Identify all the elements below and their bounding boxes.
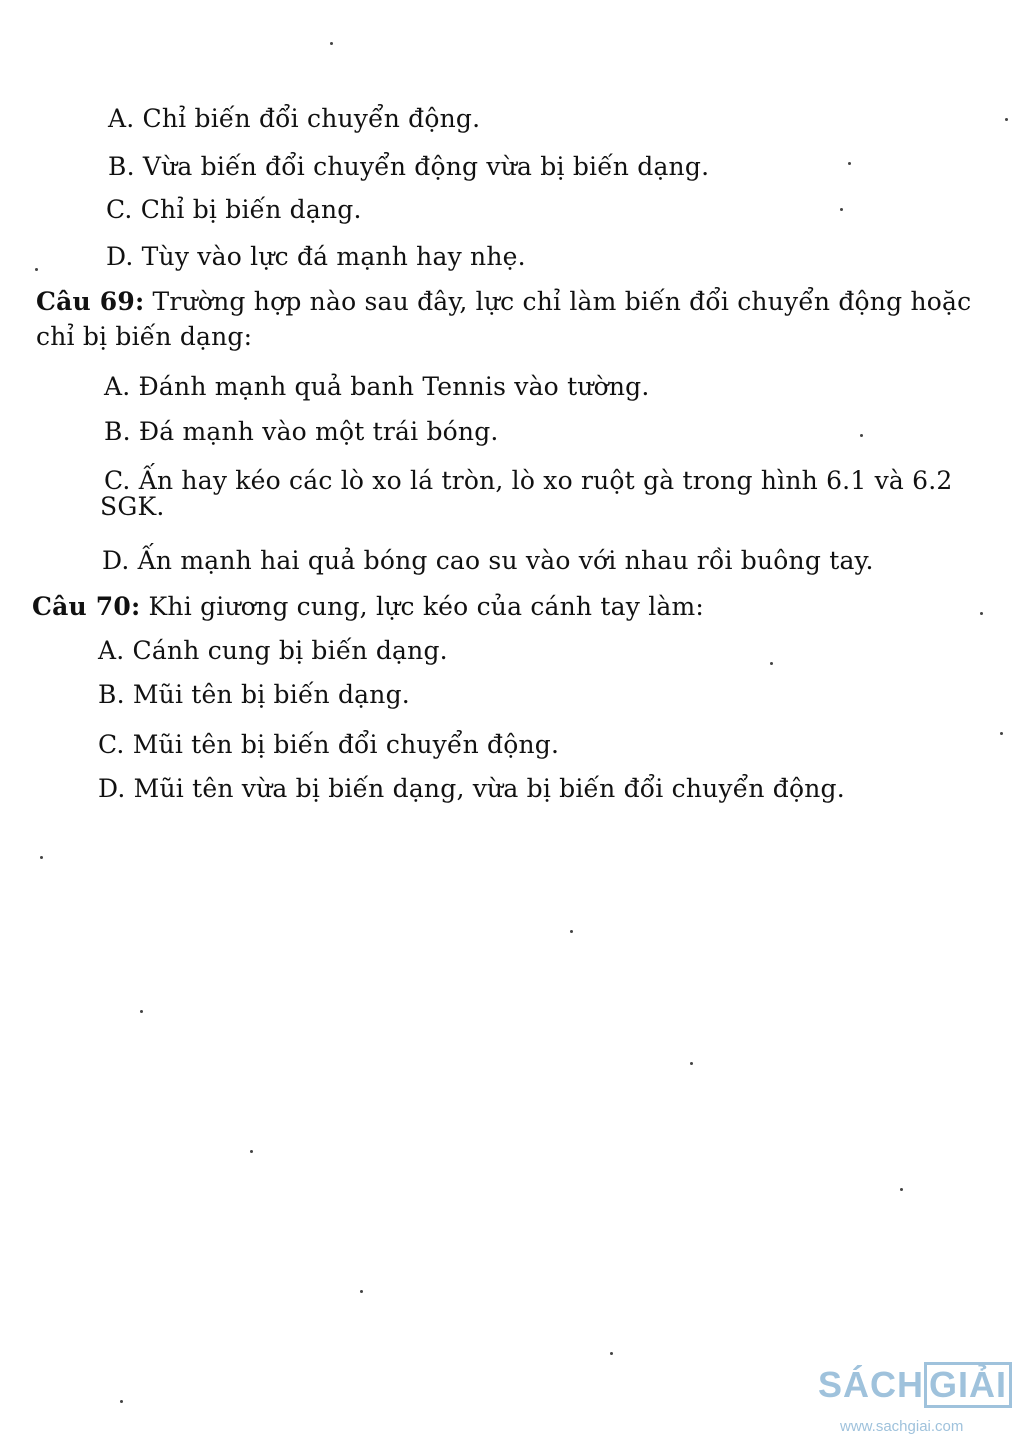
- scan-speck: [860, 434, 863, 437]
- q69-stem-line2: chỉ bị biến dạng:: [36, 322, 253, 351]
- watermark: [818, 1362, 1018, 1442]
- scan-speck: [360, 1290, 363, 1293]
- q69-text-line1: Trường hợp nào sau đây, lực chỉ làm biến đổi chuyển động hoặc: [144, 287, 972, 316]
- q70-label: Câu 70:: [32, 592, 141, 621]
- scan-speck: [570, 930, 573, 933]
- watermark-logo-left: SÁCH: [818, 1364, 925, 1405]
- q69-stem-line1: [36, 287, 971, 317]
- scan-speck: [1000, 732, 1003, 735]
- q69-option-b: B. Đá mạnh vào một trái bóng.: [104, 417, 499, 446]
- q69-label: Câu 69:: [36, 287, 145, 316]
- scan-speck: [35, 268, 38, 271]
- scan-speck: [848, 162, 851, 165]
- scan-speck: [980, 612, 983, 615]
- q70-stem: [32, 592, 704, 622]
- scan-speck: [840, 208, 843, 211]
- watermark-url: www.sachgiai.com: [840, 1418, 964, 1435]
- q69-option-d: D. Ấn mạnh hai quả bóng cao su vào với nhau rồi buông tay.: [102, 546, 874, 575]
- scan-speck: [250, 1150, 253, 1153]
- q69-option-c-line2: SGK.: [100, 492, 165, 521]
- q69-option-c-line1: C. Ấn hay kéo các lò xo lá tròn, lò xo ruột gà trong hình 6.1 và 6.2: [104, 466, 953, 495]
- q68-option-c: C. Chỉ bị biến dạng.: [106, 195, 362, 224]
- scan-speck: [770, 662, 773, 665]
- watermark-logo: [818, 1362, 1012, 1408]
- scan-speck: [140, 1010, 143, 1013]
- scan-speck: [120, 1400, 123, 1403]
- q68-option-d: D. Tùy vào lực đá mạnh hay nhẹ.: [106, 242, 526, 271]
- q70-option-b: B. Mũi tên bị biến dạng.: [98, 680, 410, 709]
- scan-speck: [330, 42, 333, 45]
- scan-speck: [690, 1062, 693, 1065]
- q70-option-a: A. Cánh cung bị biến dạng.: [98, 636, 448, 665]
- scan-speck: [900, 1188, 903, 1191]
- scan-speck: [1005, 118, 1008, 121]
- q68-option-a: A. Chỉ biến đổi chuyển động.: [108, 104, 481, 133]
- q70-text: Khi giương cung, lực kéo của cánh tay làm:: [140, 592, 705, 621]
- scan-speck: [610, 1352, 613, 1355]
- q70-option-d: D. Mũi tên vừa bị biến dạng, vừa bị biến đổi chuyển động.: [98, 774, 845, 803]
- q70-option-c: C. Mũi tên bị biến đổi chuyển động.: [98, 730, 560, 759]
- watermark-logo-right: GIẢI: [924, 1362, 1012, 1408]
- scan-speck: [40, 856, 43, 859]
- q69-option-a: A. Đánh mạnh quả banh Tennis vào tường.: [104, 372, 650, 401]
- q68-option-b: B. Vừa biến đổi chuyển động vừa bị biến dạng.: [108, 152, 710, 181]
